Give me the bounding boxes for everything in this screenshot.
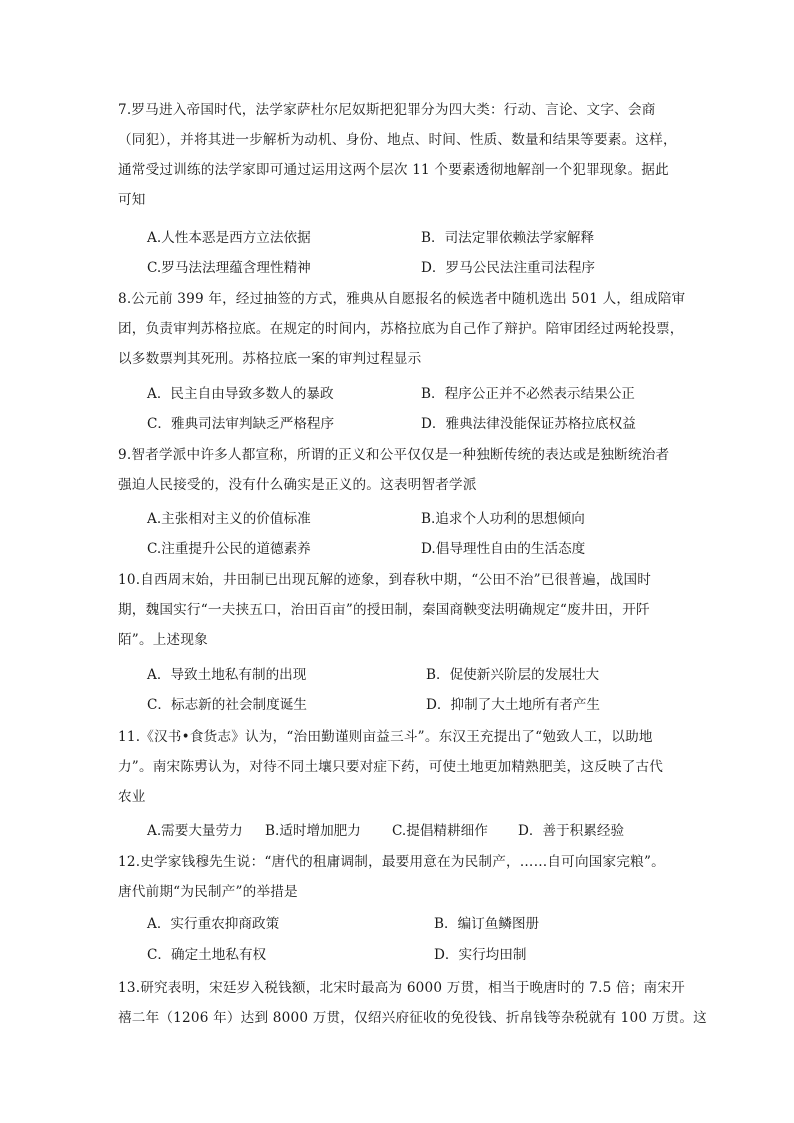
q10-option-c: C．标志新的社会制度诞生	[147, 697, 307, 713]
question-13-stem	[118, 973, 707, 1033]
question-9-stem	[118, 440, 678, 500]
q12-option-b: B．编订鱼鳞图册	[434, 916, 540, 932]
question-11-stem	[118, 722, 678, 812]
question-line: 以多数票判其死刑。苏格拉底一案的审判过程显示	[118, 351, 422, 367]
q11-option-b: B.适时增加肥力	[265, 823, 361, 839]
question-line: 可知	[118, 192, 146, 208]
question-line: 力”。南宋陈旉认为，对待不同土壤只要对症下药，可使土地更加精熟肥美，这反映了古代	[118, 759, 664, 775]
q11-option-d: D．善于积累经验	[518, 823, 625, 839]
question-line: 陌”。上述现象	[118, 632, 208, 648]
q7-option-a: A.人性本恶是西方立法依据	[147, 230, 311, 246]
q12-option-c: C．确定土地私有权	[147, 947, 267, 963]
q12-option-a: A．实行重农抑商政策	[147, 916, 280, 932]
question-8-stem	[118, 284, 686, 374]
question-line: 7.罗马进入帝国时代，法学家萨杜尔尼奴斯把犯罪分为四大类：行动、言论、文字、会商	[118, 102, 656, 118]
question-line: （同犯），并将其进一步解析为动机、身份、地点、时间、性质、数量和结果等要素。这样，	[118, 132, 677, 148]
q8-option-a: A．民主自由导致多数人的暴政	[147, 386, 334, 402]
question-line: 禧二年（1206 年）达到 8000 万贯，仅绍兴府征收的免役钱、折帛钱等杂税就有 100 万贯。这	[118, 1010, 707, 1026]
question-line: 9.智者学派中许多人都宣称，所谓的正义和公平仅仅是一种独断传统的表达或是独断统治者	[118, 447, 670, 463]
question-line: 唐代前期“为民制产”的举措是	[118, 884, 298, 900]
q7-option-b: B．司法定罪依赖法学家解释	[421, 230, 595, 246]
q7-option-c: C.罗马法法理蕴含理性精神	[147, 260, 311, 276]
question-line: 强迫人民接受的，没有什么确实是正义的。这表明智者学派	[118, 477, 477, 493]
q7-option-d: D．罗马公民法注重司法程序	[421, 260, 596, 276]
question-line: 10.自西周末始，井田制已出现瓦解的迹象，到春秋中期，“公田不治”已很普遍，战国时	[118, 572, 652, 588]
q12-option-d: D．实行均田制	[434, 947, 527, 963]
q8-option-b: B．程序公正并不必然表示结果公正	[421, 386, 635, 402]
q9-option-b: B.追求个人功利的思想倾向	[421, 511, 585, 527]
q10-option-a: A．导致土地私有制的出现	[147, 667, 307, 683]
question-line: 8.公元前 399 年，经过抽签的方式，雅典从自愿报名的候选者中随机选出 501 人，组成陪审	[118, 291, 686, 307]
q10-option-b: B．促使新兴阶层的发展壮大	[426, 667, 600, 683]
question-line: 期，魏国实行“一夫挟五口，治田百亩”的授田制，秦国商鞅变法明确规定“废井田，开阡	[118, 602, 650, 618]
q9-option-a: A.主张相对主义的价值标准	[147, 511, 311, 527]
question-line: 13.研究表明，宋廷岁入税钱额，北宋时最高为 6000 万贯，相当于晚唐时的 7.5 倍；南宋开	[118, 980, 685, 996]
q8-option-d: D．雅典法律没能保证苏格拉底权益	[421, 416, 636, 432]
question-line: 12.史学家钱穆先生说：“唐代的租庸调制，最要用意在为民制产，……自可向国家完粮”。	[118, 854, 665, 870]
question-10-stem	[118, 565, 678, 655]
question-12-stem	[118, 847, 678, 907]
question-7-stem	[118, 95, 678, 215]
question-line: 团，负责审判苏格拉底。在规定的时间内，苏格拉底为自己作了辩护。陪审团经过两轮投票，	[118, 321, 684, 337]
q9-option-d: D.倡导理性自由的生活态度	[421, 541, 586, 557]
q8-option-c: C．雅典司法审判缺乏严格程序	[147, 416, 335, 432]
question-line: 农业	[118, 789, 146, 805]
q11-option-a: A.需要大量劳力	[147, 823, 243, 839]
question-line: 通常受过训练的法学家即可通过运用这两个层次 11 个要素透彻地解剖一个犯罪现象。据此	[118, 162, 669, 178]
q11-option-c: C.提倡精耕细作	[392, 823, 488, 839]
question-line: 11.《汉书•食货志》认为，“治田勤谨则亩益三斗”。东汉王充提出了“勉致人工，以助地	[118, 729, 653, 745]
q9-option-c: C.注重提升公民的道德素养	[147, 541, 311, 557]
q10-option-d: D．抑制了大土地所有者产生	[426, 697, 601, 713]
